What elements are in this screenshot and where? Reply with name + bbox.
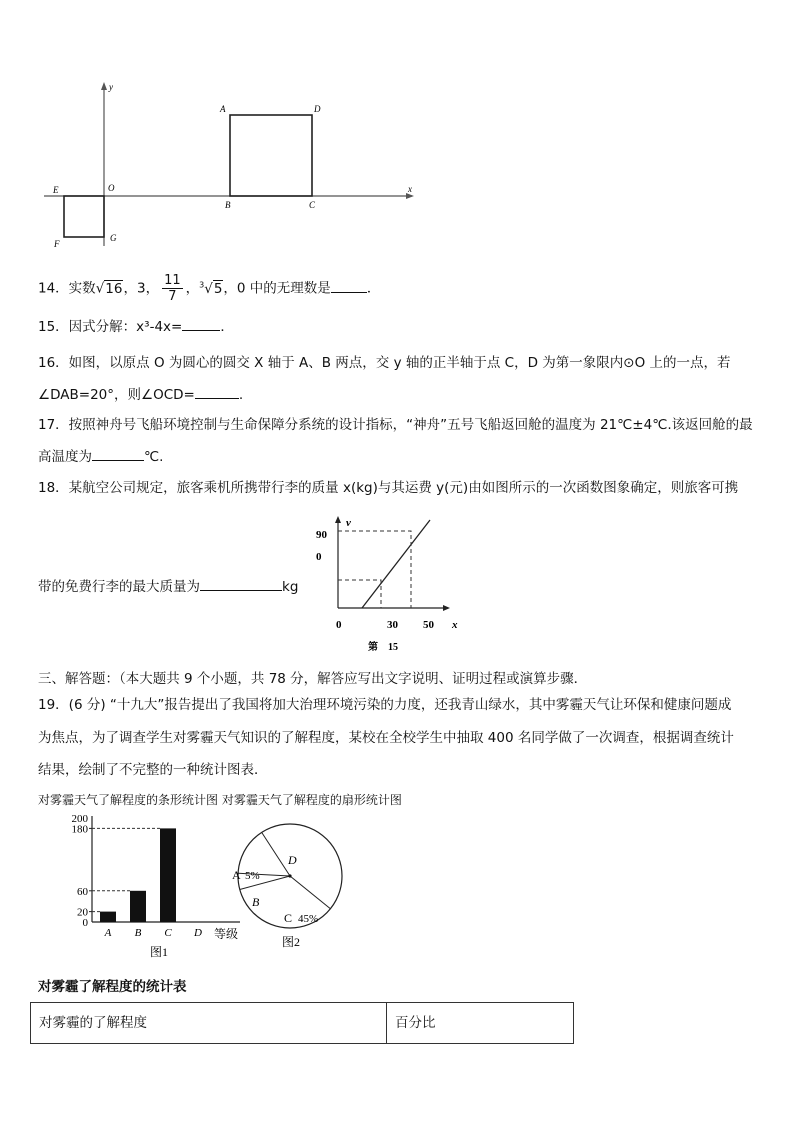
svg-text:x: x: [452, 619, 458, 631]
bar-category-label: D: [194, 927, 202, 939]
question-18-line2: 带的免费行李的最大质量为 kg: [38, 576, 298, 597]
question-17-line1: 17．按照神舟号飞船环境控制与生命保障分系统的设计指标，“神舟”五号飞船返回舱的温度为 21℃±4℃.该返回舱的最: [38, 417, 753, 433]
section-3-title: 三、解答题：（本大题共 9 个小题，共 78 分，解答应写出文字说明、证明过程或演算步骤．: [38, 671, 588, 687]
stats-table: [30, 1002, 574, 1044]
pie-caption: 图2: [282, 935, 301, 949]
svg-text:B: B: [225, 200, 231, 210]
bar-B: [130, 891, 146, 922]
square-abcd: [230, 115, 312, 196]
bar-caption: 图1: [150, 945, 169, 959]
pie-chart: [226, 822, 348, 950]
answer-blank-16[interactable]: [195, 384, 239, 399]
pie-label-B: B: [252, 895, 260, 909]
question-16-line2: ∠DAB=20°，则∠OCD= .: [38, 384, 243, 405]
bar-y-tick: 20: [77, 906, 88, 919]
bar-category-label: A: [104, 927, 112, 939]
pie-label-C: C: [284, 911, 293, 925]
table-header-level: 对雾霾的了解程度: [31, 1003, 387, 1043]
question-14: 14．实数√16，3， $\frac{11}{7}$ ，$^3$√5，0 中的无理数是 ．: [38, 273, 381, 304]
q18-line-graph: [310, 508, 470, 658]
svg-text:90: 90: [316, 529, 327, 541]
bar-y-tick: 0: [82, 917, 88, 929]
svg-text:0: 0: [316, 551, 322, 563]
bar-C: [160, 828, 176, 922]
svg-text:30: 30: [387, 619, 398, 631]
svg-text:y: y: [109, 82, 113, 92]
svg-text:F: F: [54, 239, 60, 248]
svg-text:第 15: 第 15: [368, 642, 398, 653]
table-header-percent: 百分比: [395, 1015, 436, 1031]
bar-chart: [62, 810, 252, 960]
fraction-11-7: $\frac{11}{7}$: [164, 273, 181, 304]
svg-text:0: 0: [336, 619, 342, 631]
svg-text:O: O: [108, 183, 115, 193]
question-19-line1: 19．(6 分) “十九大”报告提出了我国将加大治理环境污染的力度，还我青山绿水，其中雾霾天气让环保和健康问题成: [38, 697, 732, 713]
answer-blank-17[interactable]: [92, 446, 144, 461]
bar-y-tick: 200: [71, 813, 88, 825]
pie-percent-C: 45%: [298, 913, 319, 925]
answer-blank-15[interactable]: [182, 316, 220, 331]
question-15: 15．因式分解：x³-4x= ．: [38, 316, 234, 337]
question-17-line2: 高温度为 ℃.: [38, 446, 163, 467]
function-line: [362, 520, 430, 608]
svg-text:C: C: [309, 200, 316, 210]
answer-blank-14[interactable]: [331, 278, 367, 293]
bar-category-label: B: [134, 927, 142, 939]
svg-text:E: E: [53, 185, 59, 195]
bar-x-axis-label: 等级: [214, 927, 239, 941]
svg-text:50: 50: [423, 619, 434, 631]
bar-y-tick: 180: [71, 823, 88, 836]
pie-percent-A: 5%: [245, 870, 260, 882]
cube-root-5: $^3$√5: [199, 280, 223, 297]
svg-text:A: A: [220, 104, 226, 114]
svg-text:D: D: [314, 104, 321, 114]
charts-caption: 对雾霾天气了解程度的条形统计图 对雾霾天气了解程度的扇形统计图: [38, 793, 402, 807]
bar-A: [100, 912, 116, 922]
pie-center: [288, 874, 291, 877]
question-19-line2: 为焦点，为了调查学生对雾霾天气知识的了解程度，某校在全校学生中抽取 400 名同学做了一次调查，根据调查统计: [38, 730, 734, 746]
pie-divider-C: [262, 832, 290, 876]
pie-divider-D: [290, 876, 330, 909]
square-efgo: [64, 196, 104, 237]
sqrt-16: √16: [95, 280, 123, 297]
bar-y-tick: 60: [77, 885, 88, 898]
coordinate-figure: [40, 78, 420, 248]
question-16-line1: 16．如图，以原点 O 为圆心的圆交 X 轴于 A、B 两点，交 y 轴的正半轴于点 C，D 为第一象限内⊙O 上的一点，若: [38, 355, 731, 371]
svg-text:G: G: [110, 233, 117, 243]
question-19-line3: 结果，绘制了不完整的一种统计图表．: [38, 762, 268, 778]
table-title: 对雾霾了解程度的统计表: [38, 979, 187, 995]
svg-text:x: x: [408, 184, 412, 194]
svg-text:v: v: [346, 517, 351, 529]
answer-blank-18[interactable]: [200, 576, 282, 591]
bar-category-label: C: [164, 927, 172, 939]
pie-label-A: A: [232, 868, 241, 882]
question-18-line1: 18．某航空公司规定，旅客乘机所携带行李的质量 x(kg)与其运费 y(元)由如图所示的一次函数图象确定，则旅客可携: [38, 480, 739, 496]
pie-label-D: D: [288, 853, 297, 867]
